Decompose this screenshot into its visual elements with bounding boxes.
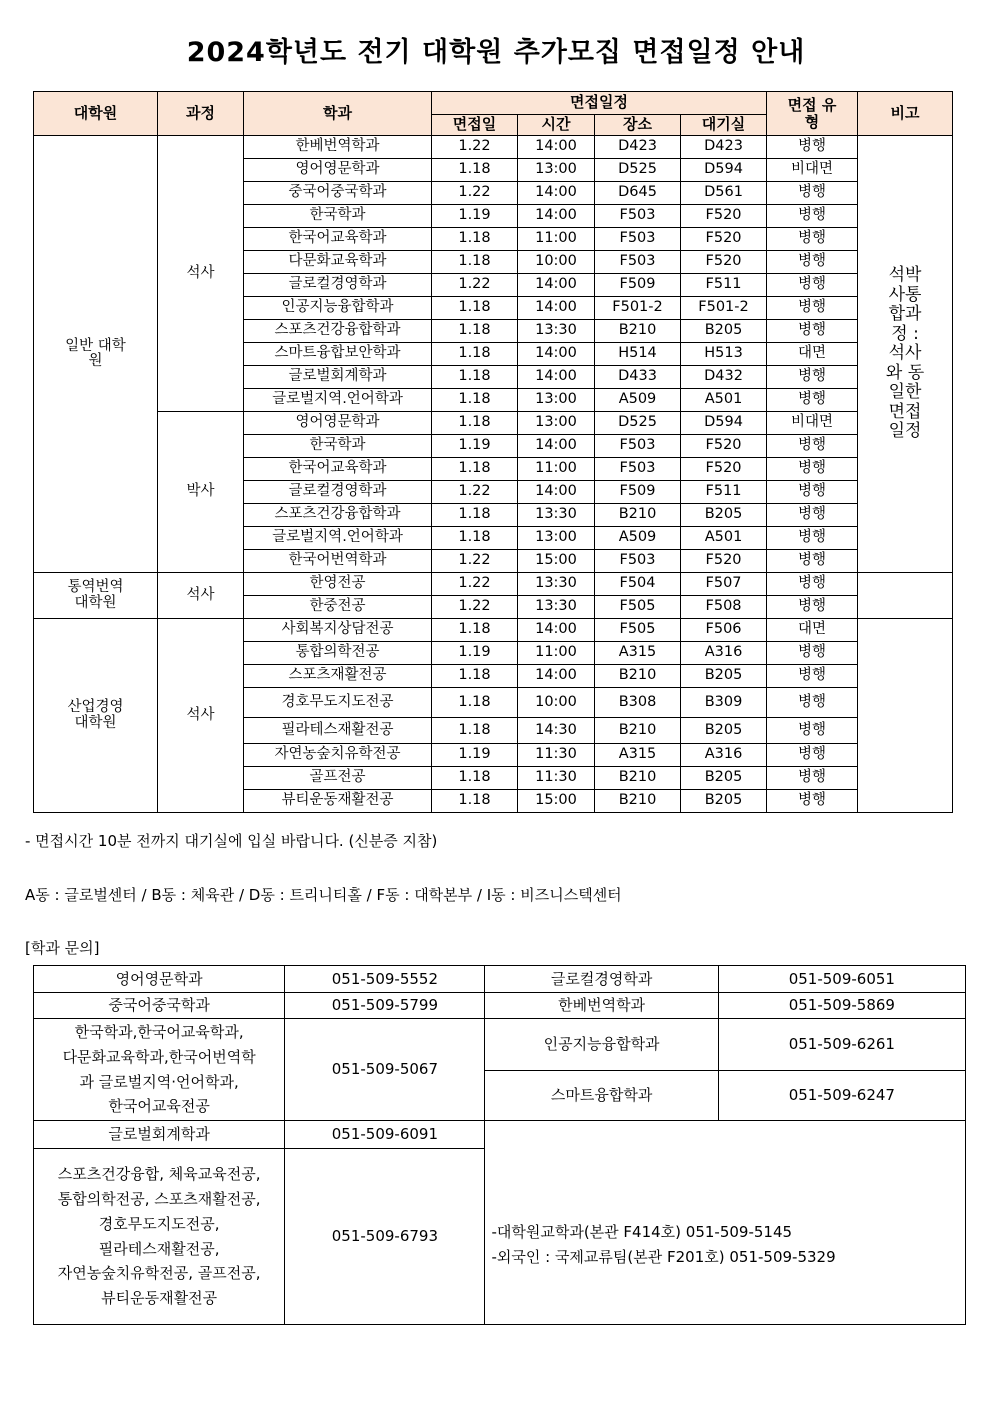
time-cell: 14:00 (518, 274, 595, 297)
contact-dept: 글로벌회계학과 (34, 1121, 285, 1149)
type-cell: 병행 (767, 550, 858, 573)
contact-phone: 051-509-6247 (718, 1071, 965, 1121)
schedule-body (34, 136, 953, 813)
contact-phone: 051-509-5067 (285, 1019, 485, 1121)
date-cell: 1.18 (432, 790, 518, 813)
waiting-cell: B205 (681, 767, 767, 790)
contact-dept: 중국어중국학과 (34, 993, 285, 1019)
waiting-cell: F507 (681, 573, 767, 596)
waiting-cell: B205 (681, 665, 767, 688)
place-cell: F503 (595, 550, 681, 573)
dept-cell: 한국어번역학과 (244, 550, 432, 573)
place-cell: D525 (595, 159, 681, 182)
time-cell: 11:00 (518, 228, 595, 251)
place-cell: F509 (595, 274, 681, 297)
time-cell: 11:30 (518, 767, 595, 790)
contact-dept: 글로컬경영학과 (485, 966, 718, 993)
time-cell: 13:30 (518, 596, 595, 619)
time-cell: 14:00 (518, 136, 595, 159)
time-cell: 14:00 (518, 665, 595, 688)
contact-dept: 한베번역학과 (485, 993, 718, 1019)
contact-phone: 051-509-5869 (718, 993, 965, 1019)
header-schedule: 면접일정 (432, 92, 767, 115)
waiting-cell: B205 (681, 504, 767, 527)
date-cell: 1.19 (432, 435, 518, 458)
contact-phone: 051-509-5552 (285, 966, 485, 993)
type-cell: 병행 (767, 228, 858, 251)
dept-cell: 사회복지상담전공 (244, 619, 432, 642)
time-cell: 11:00 (518, 642, 595, 665)
dept-cell: 한국학과 (244, 435, 432, 458)
place-cell: F504 (595, 573, 681, 596)
time-cell: 14:30 (518, 718, 595, 744)
time-cell: 14:00 (518, 435, 595, 458)
date-cell: 1.18 (432, 297, 518, 320)
time-cell: 13:30 (518, 504, 595, 527)
place-cell: H514 (595, 343, 681, 366)
dept-cell: 글로벌지역.언어학과 (244, 527, 432, 550)
date-cell: 1.18 (432, 718, 518, 744)
waiting-cell: F506 (681, 619, 767, 642)
place-cell: F503 (595, 435, 681, 458)
header-date: 면접일 (432, 115, 518, 136)
dept-cell: 스포츠건강융합학과 (244, 320, 432, 343)
remark-cell (858, 619, 953, 813)
contact-dept-group-sports: 스포츠건강융합, 체육교육전공, 통합의학전공, 스포츠재활전공, 경호무도지도전공, 필라테스재활전공, 자연농숲치유학전공, 골프전공, 뷰티운동재활전공 (34, 1149, 285, 1325)
dept-cell: 자연농숲치유학전공 (244, 744, 432, 767)
place-cell: B210 (595, 790, 681, 813)
header-type: 면접 유형 (767, 92, 858, 136)
place-cell: D423 (595, 136, 681, 159)
waiting-cell: F511 (681, 481, 767, 504)
place-cell: D525 (595, 412, 681, 435)
waiting-cell: F520 (681, 458, 767, 481)
header-course: 과정 (158, 92, 244, 136)
waiting-cell: A316 (681, 642, 767, 665)
place-cell: D433 (595, 366, 681, 389)
date-cell: 1.22 (432, 550, 518, 573)
time-cell: 13:30 (518, 573, 595, 596)
dept-cell: 영어영문학과 (244, 412, 432, 435)
header-time: 시간 (518, 115, 595, 136)
course-cell: 석사 (158, 573, 244, 619)
time-cell: 13:00 (518, 412, 595, 435)
place-cell: F505 (595, 596, 681, 619)
type-cell: 병행 (767, 435, 858, 458)
type-cell: 병행 (767, 665, 858, 688)
header-dept: 학과 (244, 92, 432, 136)
course-cell: 석사 (158, 136, 244, 412)
contact-phone: 051-509-6091 (285, 1121, 485, 1149)
date-cell: 1.18 (432, 366, 518, 389)
type-cell: 병행 (767, 366, 858, 389)
waiting-cell: D432 (681, 366, 767, 389)
type-cell: 대면 (767, 343, 858, 366)
date-cell: 1.22 (432, 596, 518, 619)
type-cell: 병행 (767, 573, 858, 596)
type-cell: 병행 (767, 251, 858, 274)
course-cell: 박사 (158, 412, 244, 573)
dept-cell: 다문화교육학과 (244, 251, 432, 274)
dept-cell: 한베번역학과 (244, 136, 432, 159)
time-cell: 14:00 (518, 205, 595, 228)
place-cell: B210 (595, 320, 681, 343)
header-remark: 비고 (858, 92, 953, 136)
time-cell: 14:00 (518, 343, 595, 366)
date-cell: 1.18 (432, 688, 518, 718)
contact-phone: 051-509-6051 (718, 966, 965, 993)
date-cell: 1.18 (432, 228, 518, 251)
date-cell: 1.18 (432, 412, 518, 435)
place-cell: F503 (595, 458, 681, 481)
dept-cell: 스포츠건강융합학과 (244, 504, 432, 527)
header-place: 장소 (595, 115, 681, 136)
date-cell: 1.19 (432, 744, 518, 767)
place-cell: B210 (595, 665, 681, 688)
contact-phone: 051-509-6793 (285, 1149, 485, 1325)
type-cell: 병행 (767, 790, 858, 813)
type-cell: 대면 (767, 619, 858, 642)
table-row (34, 412, 953, 435)
contact-phone: 051-509-6261 (718, 1019, 965, 1071)
dept-cell: 통합의학전공 (244, 642, 432, 665)
time-cell: 13:30 (518, 320, 595, 343)
date-cell: 1.18 (432, 343, 518, 366)
dept-cell: 스마트융합보안학과 (244, 343, 432, 366)
contact-dept: 스마트융합학과 (485, 1071, 718, 1121)
header-univ: 대학원 (34, 92, 158, 136)
type-cell: 병행 (767, 718, 858, 744)
dept-cell: 인공지능융합학과 (244, 297, 432, 320)
date-cell: 1.18 (432, 767, 518, 790)
note-arrival: - 면접시간 10분 전까지 대기실에 입실 바랍니다. (신분증 지참) (25, 832, 438, 850)
date-cell: 1.18 (432, 527, 518, 550)
dept-cell: 뷰티운동재활전공 (244, 790, 432, 813)
date-cell: 1.18 (432, 389, 518, 412)
note-buildings: A동 : 글로벌센터 / B동 : 체육관 / D동 : 트리니티홀 / F동 : 대학본부 / I동 : 비즈니스텍센터 (25, 886, 622, 904)
type-cell: 병행 (767, 136, 858, 159)
time-cell: 13:00 (518, 389, 595, 412)
waiting-cell: F520 (681, 251, 767, 274)
dept-cell: 필라테스재활전공 (244, 718, 432, 744)
univ-cell: 일반 대학원 (34, 136, 158, 573)
type-cell: 병행 (767, 320, 858, 343)
header-waiting: 대기실 (681, 115, 767, 136)
date-cell: 1.19 (432, 205, 518, 228)
place-cell: D645 (595, 182, 681, 205)
waiting-cell: B309 (681, 688, 767, 718)
contact-dept-group-korean: 한국학과,한국어교육학과, 다문화교육학과,한국어번역학 과 글로벌지역·언어학과, 한국어교육전공 (34, 1019, 285, 1121)
time-cell: 11:30 (518, 744, 595, 767)
place-cell: B210 (595, 767, 681, 790)
waiting-cell: F501-2 (681, 297, 767, 320)
contact-title: [학과 문의] (25, 939, 100, 957)
waiting-cell: F520 (681, 228, 767, 251)
time-cell: 14:00 (518, 297, 595, 320)
time-cell: 10:00 (518, 688, 595, 718)
type-cell: 병행 (767, 744, 858, 767)
place-cell: F503 (595, 205, 681, 228)
waiting-cell: B205 (681, 320, 767, 343)
date-cell: 1.18 (432, 320, 518, 343)
contact-dept: 영어영문학과 (34, 966, 285, 993)
place-cell: B308 (595, 688, 681, 718)
dept-cell: 스포츠재활전공 (244, 665, 432, 688)
date-cell: 1.18 (432, 619, 518, 642)
date-cell: 1.18 (432, 251, 518, 274)
contact-phone: 051-509-5799 (285, 993, 485, 1019)
waiting-cell: A501 (681, 527, 767, 550)
dept-cell: 한영전공 (244, 573, 432, 596)
contact-office: -대학원교학과(본관 F414호) 051-509-5145 -외국인 : 국제교류팀(본관 F201호) 051-509-5329 (485, 1121, 966, 1325)
place-cell: F505 (595, 619, 681, 642)
type-cell: 병행 (767, 481, 858, 504)
place-cell: B210 (595, 504, 681, 527)
place-cell: A315 (595, 744, 681, 767)
date-cell: 1.18 (432, 159, 518, 182)
dept-cell: 영어영문학과 (244, 159, 432, 182)
type-cell: 비대면 (767, 159, 858, 182)
dept-cell: 한국어교육학과 (244, 228, 432, 251)
time-cell: 15:00 (518, 550, 595, 573)
contact-dept: 인공지능융합학과 (485, 1019, 718, 1071)
waiting-cell: F508 (681, 596, 767, 619)
type-cell: 병행 (767, 297, 858, 320)
course-cell: 석사 (158, 619, 244, 813)
type-cell: 병행 (767, 274, 858, 297)
waiting-cell: B205 (681, 790, 767, 813)
time-cell: 15:00 (518, 790, 595, 813)
waiting-cell: F511 (681, 274, 767, 297)
waiting-cell: F520 (681, 205, 767, 228)
date-cell: 1.19 (432, 642, 518, 665)
type-cell: 병행 (767, 182, 858, 205)
interview-schedule-table (33, 91, 953, 813)
time-cell: 13:00 (518, 159, 595, 182)
type-cell: 비대면 (767, 412, 858, 435)
dept-cell: 글로컬경영학과 (244, 481, 432, 504)
type-cell: 병행 (767, 458, 858, 481)
waiting-cell: H513 (681, 343, 767, 366)
time-cell: 10:00 (518, 251, 595, 274)
place-cell: B210 (595, 718, 681, 744)
time-cell: 13:00 (518, 527, 595, 550)
type-cell: 병행 (767, 688, 858, 718)
table-row (34, 619, 953, 642)
dept-cell: 중국어중국학과 (244, 182, 432, 205)
place-cell: F503 (595, 251, 681, 274)
time-cell: 14:00 (518, 619, 595, 642)
dept-cell: 한중전공 (244, 596, 432, 619)
dept-cell: 글로벌지역.언어학과 (244, 389, 432, 412)
date-cell: 1.22 (432, 573, 518, 596)
type-cell: 병행 (767, 596, 858, 619)
page-title: 2024학년도 전기 대학원 추가모집 면접일정 안내 (186, 37, 806, 68)
contact-table (33, 965, 966, 1325)
remark-cell (858, 573, 953, 619)
place-cell: F503 (595, 228, 681, 251)
waiting-cell: F520 (681, 435, 767, 458)
table-row (34, 136, 953, 159)
time-cell: 14:00 (518, 366, 595, 389)
time-cell: 14:00 (518, 481, 595, 504)
dept-cell: 한국어교육학과 (244, 458, 432, 481)
date-cell: 1.18 (432, 458, 518, 481)
dept-cell: 골프전공 (244, 767, 432, 790)
date-cell: 1.22 (432, 182, 518, 205)
type-cell: 병행 (767, 767, 858, 790)
table-row (34, 573, 953, 596)
univ-cell: 통역번역 대학원 (34, 573, 158, 619)
dept-cell: 글로벌회계학과 (244, 366, 432, 389)
type-cell: 병행 (767, 389, 858, 412)
waiting-cell: B205 (681, 718, 767, 744)
date-cell: 1.22 (432, 274, 518, 297)
date-cell: 1.18 (432, 504, 518, 527)
type-cell: 병행 (767, 527, 858, 550)
waiting-cell: D594 (681, 159, 767, 182)
type-cell: 병행 (767, 642, 858, 665)
time-cell: 14:00 (518, 182, 595, 205)
dept-cell: 글로컬경영학과 (244, 274, 432, 297)
waiting-cell: A501 (681, 389, 767, 412)
place-cell: A315 (595, 642, 681, 665)
place-cell: A509 (595, 389, 681, 412)
dept-cell: 한국학과 (244, 205, 432, 228)
dept-cell: 경호무도지도전공 (244, 688, 432, 718)
waiting-cell: D423 (681, 136, 767, 159)
remark-cell: 석박사통합과정 : 석사와 동일한 면접일정 (858, 136, 953, 573)
waiting-cell: F520 (681, 550, 767, 573)
univ-cell: 산업경영 대학원 (34, 619, 158, 813)
date-cell: 1.22 (432, 136, 518, 159)
waiting-cell: D561 (681, 182, 767, 205)
type-cell: 병행 (767, 205, 858, 228)
place-cell: A509 (595, 527, 681, 550)
date-cell: 1.22 (432, 481, 518, 504)
place-cell: F509 (595, 481, 681, 504)
time-cell: 11:00 (518, 458, 595, 481)
type-cell: 병행 (767, 504, 858, 527)
place-cell: F501-2 (595, 297, 681, 320)
waiting-cell: A316 (681, 744, 767, 767)
waiting-cell: D594 (681, 412, 767, 435)
date-cell: 1.18 (432, 665, 518, 688)
